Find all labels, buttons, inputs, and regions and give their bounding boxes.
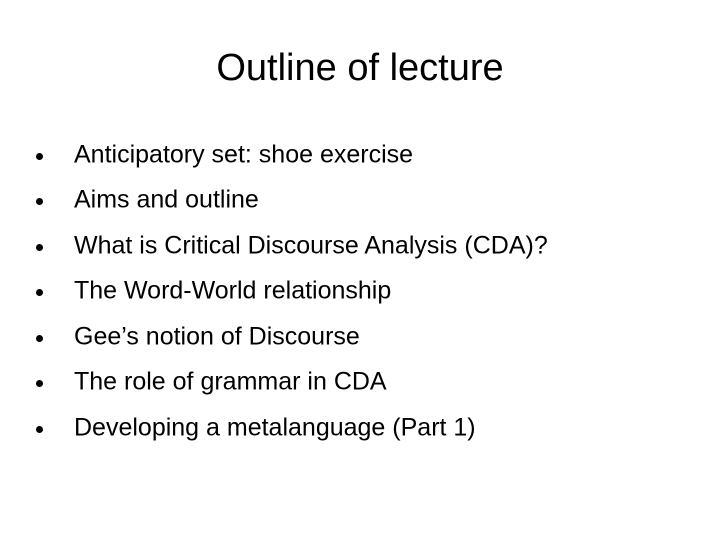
list-item bbox=[36, 314, 696, 360]
bullet-text: Gee’s notion of Discourse bbox=[74, 322, 360, 351]
list-item bbox=[36, 132, 696, 178]
bullet-list bbox=[36, 132, 696, 451]
bullet-icon bbox=[36, 426, 43, 433]
bullet-icon bbox=[36, 335, 43, 342]
bullet-text: Anticipatory set: shoe exercise bbox=[74, 140, 414, 169]
bullet-icon bbox=[36, 289, 43, 296]
bullet-text: Aims and outline bbox=[74, 185, 259, 214]
list-item bbox=[36, 360, 696, 406]
bullet-text: The Word-World relationship bbox=[74, 276, 392, 305]
list-item bbox=[36, 269, 696, 315]
bullet-icon bbox=[36, 198, 43, 205]
list-item bbox=[36, 178, 696, 224]
slide-title: Outline of lecture bbox=[216, 47, 504, 89]
bullet-icon bbox=[36, 380, 43, 387]
bullet-text: Developing a metalanguage (Part 1) bbox=[74, 413, 476, 442]
list-item bbox=[36, 223, 696, 269]
list-item bbox=[36, 405, 696, 451]
bullet-icon bbox=[36, 244, 43, 251]
bullet-text: The role of grammar in CDA bbox=[74, 367, 387, 396]
bullet-text: What is Critical Discourse Analysis (CDA)? bbox=[74, 231, 548, 260]
bullet-icon bbox=[36, 153, 43, 160]
